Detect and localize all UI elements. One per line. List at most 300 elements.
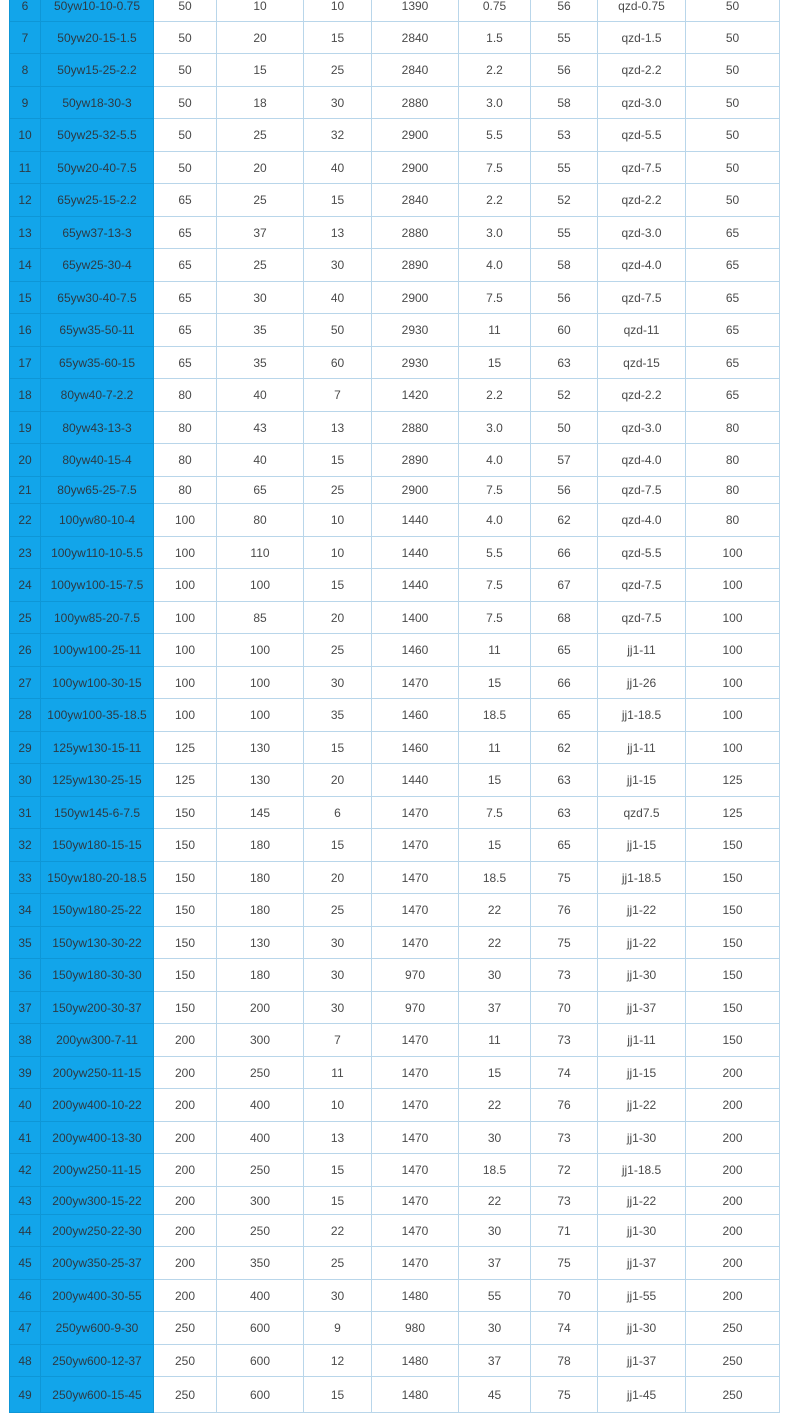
table-row (10, 829, 780, 862)
cell-model: 65yw37-13-3 (41, 217, 154, 249)
cell-speed: 1470 (372, 1024, 459, 1057)
cell-efficiency: 74 (531, 1057, 598, 1089)
table-row (10, 862, 780, 894)
cell-speed: 1390 (372, 0, 459, 22)
cell-efficiency: 73 (531, 1122, 598, 1154)
cell-model: 125yw130-15-11 (41, 732, 154, 764)
cell-outlet: 150 (686, 927, 780, 959)
cell-model: 200yw350-25-37 (41, 1247, 154, 1280)
table-row (10, 1377, 780, 1413)
cell-head: 35 (304, 699, 372, 732)
cell-efficiency: 74 (531, 1312, 598, 1345)
cell-speed: 2900 (372, 152, 459, 184)
cell-outlet: 65 (686, 249, 780, 282)
cell-row-number: 33 (10, 862, 41, 894)
cell-control-box: qzd-7.5 (598, 569, 686, 602)
cell-control-box: qzd-2.2 (598, 54, 686, 87)
cell-row-number: 26 (10, 634, 41, 667)
cell-row-number: 34 (10, 894, 41, 927)
cell-caliber: 50 (154, 87, 217, 119)
cell-speed: 1400 (372, 602, 459, 634)
cell-row-number: 41 (10, 1122, 41, 1154)
cell-efficiency: 65 (531, 699, 598, 732)
cell-row-number: 9 (10, 87, 41, 119)
cell-efficiency: 76 (531, 894, 598, 927)
cell-head: 15 (304, 22, 372, 54)
cell-outlet: 65 (686, 379, 780, 412)
cell-flow: 20 (217, 22, 304, 54)
cell-model: 150yw130-30-22 (41, 927, 154, 959)
cell-speed: 1440 (372, 537, 459, 569)
cell-caliber: 150 (154, 862, 217, 894)
cell-speed: 2930 (372, 314, 459, 347)
cell-speed: 1480 (372, 1280, 459, 1312)
cell-efficiency: 63 (531, 764, 598, 797)
cell-efficiency: 58 (531, 87, 598, 119)
cell-row-number: 45 (10, 1247, 41, 1280)
cell-efficiency: 58 (531, 249, 598, 282)
cell-control-box: qzd-5.5 (598, 119, 686, 152)
cell-flow: 600 (217, 1312, 304, 1345)
cell-flow: 30 (217, 282, 304, 314)
table-row (10, 569, 780, 602)
cell-speed: 1470 (372, 1215, 459, 1247)
cell-control-box: qzd-0.75 (598, 0, 686, 22)
table-row (10, 1345, 780, 1377)
cell-outlet: 80 (686, 504, 780, 537)
cell-model: 150yw180-25-22 (41, 894, 154, 927)
cell-flow: 25 (217, 119, 304, 152)
cell-model: 250yw600-12-37 (41, 1345, 154, 1377)
cell-control-box: jj1-30 (598, 1312, 686, 1345)
cell-caliber: 125 (154, 732, 217, 764)
cell-efficiency: 72 (531, 1154, 598, 1187)
cell-control-box: jj1-18.5 (598, 699, 686, 732)
cell-power: 5.5 (459, 119, 531, 152)
cell-head: 30 (304, 992, 372, 1024)
cell-head: 22 (304, 1215, 372, 1247)
cell-control-box: qzd-2.2 (598, 184, 686, 217)
cell-caliber: 150 (154, 829, 217, 862)
table-row (10, 602, 780, 634)
cell-outlet: 200 (686, 1089, 780, 1122)
cell-model: 150yw145-6-7.5 (41, 797, 154, 829)
table-row (10, 927, 780, 959)
cell-row-number: 15 (10, 282, 41, 314)
cell-outlet: 50 (686, 0, 780, 22)
table-row (10, 152, 780, 184)
cell-outlet: 125 (686, 797, 780, 829)
cell-power: 3.0 (459, 217, 531, 249)
cell-power: 7.5 (459, 569, 531, 602)
table-row (10, 249, 780, 282)
cell-power: 5.5 (459, 537, 531, 569)
cell-caliber: 150 (154, 927, 217, 959)
table-row (10, 537, 780, 569)
cell-efficiency: 52 (531, 379, 598, 412)
cell-flow: 110 (217, 537, 304, 569)
cell-head: 7 (304, 1024, 372, 1057)
cell-flow: 40 (217, 379, 304, 412)
cell-power: 22 (459, 927, 531, 959)
cell-control-box: jj1-37 (598, 992, 686, 1024)
cell-flow: 400 (217, 1122, 304, 1154)
cell-speed: 1470 (372, 667, 459, 699)
cell-row-number: 46 (10, 1280, 41, 1312)
cell-power: 2.2 (459, 379, 531, 412)
cell-power: 4.0 (459, 444, 531, 477)
cell-speed: 1470 (372, 1154, 459, 1187)
cell-flow: 18 (217, 87, 304, 119)
cell-model: 80yw65-25-7.5 (41, 477, 154, 504)
cell-outlet: 50 (686, 119, 780, 152)
table-row (10, 412, 780, 444)
cell-model: 100yw100-15-7.5 (41, 569, 154, 602)
cell-control-box: qzd-4.0 (598, 444, 686, 477)
cell-speed: 2930 (372, 347, 459, 379)
cell-outlet: 200 (686, 1215, 780, 1247)
cell-head: 15 (304, 1187, 372, 1215)
cell-outlet: 200 (686, 1057, 780, 1089)
cell-flow: 300 (217, 1024, 304, 1057)
cell-control-box: jj1-37 (598, 1345, 686, 1377)
cell-outlet: 150 (686, 862, 780, 894)
cell-model: 200yw250-11-15 (41, 1057, 154, 1089)
cell-row-number: 25 (10, 602, 41, 634)
cell-row-number: 40 (10, 1089, 41, 1122)
cell-head: 12 (304, 1345, 372, 1377)
cell-control-box: jj1-26 (598, 667, 686, 699)
cell-flow: 80 (217, 504, 304, 537)
cell-head: 15 (304, 829, 372, 862)
cell-caliber: 200 (154, 1024, 217, 1057)
table-row (10, 894, 780, 927)
cell-row-number: 49 (10, 1377, 41, 1413)
cell-caliber: 200 (154, 1187, 217, 1215)
cell-power: 18.5 (459, 1154, 531, 1187)
cell-outlet: 200 (686, 1154, 780, 1187)
cell-row-number: 36 (10, 959, 41, 992)
cell-model: 125yw130-25-15 (41, 764, 154, 797)
cell-row-number: 19 (10, 412, 41, 444)
cell-efficiency: 60 (531, 314, 598, 347)
cell-caliber: 65 (154, 282, 217, 314)
cell-efficiency: 55 (531, 22, 598, 54)
cell-caliber: 100 (154, 504, 217, 537)
cell-control-box: jj1-22 (598, 1187, 686, 1215)
cell-control-box: qzd-3.0 (598, 412, 686, 444)
cell-power: 4.0 (459, 249, 531, 282)
cell-flow: 250 (217, 1215, 304, 1247)
cell-caliber: 200 (154, 1089, 217, 1122)
cell-flow: 65 (217, 477, 304, 504)
cell-model: 65yw25-15-2.2 (41, 184, 154, 217)
cell-model: 80yw43-13-3 (41, 412, 154, 444)
cell-row-number: 39 (10, 1057, 41, 1089)
cell-head: 50 (304, 314, 372, 347)
cell-head: 30 (304, 1280, 372, 1312)
table-row (10, 444, 780, 477)
cell-outlet: 100 (686, 699, 780, 732)
cell-head: 13 (304, 412, 372, 444)
cell-head: 13 (304, 217, 372, 249)
table-row (10, 504, 780, 537)
cell-speed: 970 (372, 992, 459, 1024)
cell-control-box: qzd-5.5 (598, 537, 686, 569)
cell-speed: 1440 (372, 764, 459, 797)
cell-control-box: jj1-15 (598, 1057, 686, 1089)
cell-model: 50yw10-10-0.75 (41, 0, 154, 22)
cell-model: 100yw100-35-18.5 (41, 699, 154, 732)
cell-speed: 1470 (372, 797, 459, 829)
cell-efficiency: 67 (531, 569, 598, 602)
cell-control-box: qzd-7.5 (598, 477, 686, 504)
cell-control-box: qzd-1.5 (598, 22, 686, 54)
cell-row-number: 12 (10, 184, 41, 217)
cell-caliber: 65 (154, 347, 217, 379)
cell-power: 15 (459, 764, 531, 797)
cell-model: 150yw200-30-37 (41, 992, 154, 1024)
cell-caliber: 125 (154, 764, 217, 797)
cell-power: 11 (459, 634, 531, 667)
cell-flow: 35 (217, 314, 304, 347)
cell-efficiency: 53 (531, 119, 598, 152)
cell-head: 11 (304, 1057, 372, 1089)
cell-flow: 400 (217, 1089, 304, 1122)
cell-caliber: 200 (154, 1122, 217, 1154)
cell-row-number: 10 (10, 119, 41, 152)
cell-outlet: 100 (686, 732, 780, 764)
cell-model: 200yw250-11-15 (41, 1154, 154, 1187)
cell-flow: 85 (217, 602, 304, 634)
cell-speed: 2880 (372, 217, 459, 249)
cell-outlet: 250 (686, 1377, 780, 1413)
cell-control-box: jj1-30 (598, 959, 686, 992)
cell-power: 22 (459, 1187, 531, 1215)
table-row (10, 1024, 780, 1057)
cell-head: 15 (304, 184, 372, 217)
cell-outlet: 80 (686, 444, 780, 477)
cell-caliber: 200 (154, 1057, 217, 1089)
table-row (10, 22, 780, 54)
table-row (10, 87, 780, 119)
cell-power: 15 (459, 667, 531, 699)
cell-model: 150yw180-20-18.5 (41, 862, 154, 894)
cell-outlet: 50 (686, 184, 780, 217)
cell-model: 250yw600-15-45 (41, 1377, 154, 1413)
cell-caliber: 80 (154, 477, 217, 504)
cell-control-box: qzd-7.5 (598, 282, 686, 314)
cell-flow: 130 (217, 764, 304, 797)
table-row (10, 54, 780, 87)
cell-flow: 200 (217, 992, 304, 1024)
cell-power: 30 (459, 1122, 531, 1154)
cell-row-number: 29 (10, 732, 41, 764)
cell-outlet: 65 (686, 347, 780, 379)
table-row (10, 379, 780, 412)
cell-control-box: jj1-11 (598, 732, 686, 764)
cell-speed: 1480 (372, 1345, 459, 1377)
cell-control-box: jj1-18.5 (598, 1154, 686, 1187)
cell-model: 200yw300-15-22 (41, 1187, 154, 1215)
cell-row-number: 32 (10, 829, 41, 862)
cell-control-box: qzd-11 (598, 314, 686, 347)
cell-speed: 2840 (372, 184, 459, 217)
cell-model: 200yw400-13-30 (41, 1122, 154, 1154)
cell-control-box: qzd-4.0 (598, 504, 686, 537)
cell-control-box: jj1-11 (598, 1024, 686, 1057)
pump-spec-table (9, 0, 780, 1413)
cell-caliber: 50 (154, 119, 217, 152)
cell-model: 250yw600-9-30 (41, 1312, 154, 1345)
cell-outlet: 65 (686, 314, 780, 347)
cell-flow: 100 (217, 667, 304, 699)
cell-model: 200yw400-30-55 (41, 1280, 154, 1312)
cell-flow: 20 (217, 152, 304, 184)
cell-speed: 970 (372, 959, 459, 992)
cell-flow: 100 (217, 699, 304, 732)
cell-outlet: 100 (686, 569, 780, 602)
cell-caliber: 100 (154, 667, 217, 699)
cell-model: 65yw30-40-7.5 (41, 282, 154, 314)
cell-head: 25 (304, 1247, 372, 1280)
cell-caliber: 200 (154, 1154, 217, 1187)
cell-outlet: 50 (686, 54, 780, 87)
table-body (10, 0, 780, 1413)
cell-caliber: 100 (154, 569, 217, 602)
cell-head: 30 (304, 249, 372, 282)
cell-caliber: 250 (154, 1345, 217, 1377)
cell-control-box: qzd-3.0 (598, 87, 686, 119)
cell-power: 37 (459, 1247, 531, 1280)
cell-head: 15 (304, 444, 372, 477)
cell-flow: 130 (217, 927, 304, 959)
cell-speed: 980 (372, 1312, 459, 1345)
cell-speed: 2900 (372, 477, 459, 504)
cell-flow: 300 (217, 1187, 304, 1215)
cell-power: 3.0 (459, 87, 531, 119)
cell-efficiency: 75 (531, 1247, 598, 1280)
cell-outlet: 200 (686, 1122, 780, 1154)
cell-row-number: 17 (10, 347, 41, 379)
table-row (10, 1215, 780, 1247)
cell-power: 15 (459, 347, 531, 379)
cell-flow: 10 (217, 0, 304, 22)
cell-control-box: jj1-11 (598, 634, 686, 667)
cell-control-box: jj1-15 (598, 829, 686, 862)
table-row (10, 732, 780, 764)
cell-caliber: 150 (154, 797, 217, 829)
cell-efficiency: 65 (531, 634, 598, 667)
cell-power: 22 (459, 894, 531, 927)
cell-control-box: qzd-2.2 (598, 379, 686, 412)
cell-power: 15 (459, 1057, 531, 1089)
cell-efficiency: 78 (531, 1345, 598, 1377)
cell-speed: 1470 (372, 829, 459, 862)
cell-head: 25 (304, 634, 372, 667)
cell-speed: 1470 (372, 927, 459, 959)
cell-outlet: 65 (686, 282, 780, 314)
cell-efficiency: 56 (531, 282, 598, 314)
cell-speed: 2890 (372, 249, 459, 282)
cell-speed: 2840 (372, 22, 459, 54)
cell-flow: 250 (217, 1057, 304, 1089)
cell-outlet: 250 (686, 1345, 780, 1377)
cell-caliber: 80 (154, 444, 217, 477)
cell-caliber: 50 (154, 152, 217, 184)
cell-outlet: 150 (686, 959, 780, 992)
cell-head: 32 (304, 119, 372, 152)
table-row (10, 1280, 780, 1312)
cell-caliber: 150 (154, 894, 217, 927)
cell-power: 11 (459, 732, 531, 764)
cell-control-box: qzd-4.0 (598, 249, 686, 282)
cell-flow: 600 (217, 1345, 304, 1377)
table-row (10, 1312, 780, 1345)
cell-power: 15 (459, 829, 531, 862)
cell-speed: 1460 (372, 699, 459, 732)
cell-model: 65yw35-60-15 (41, 347, 154, 379)
cell-row-number: 8 (10, 54, 41, 87)
cell-speed: 1470 (372, 1187, 459, 1215)
cell-outlet: 125 (686, 764, 780, 797)
cell-control-box: jj1-37 (598, 1247, 686, 1280)
cell-model: 100yw85-20-7.5 (41, 602, 154, 634)
cell-speed: 1470 (372, 894, 459, 927)
cell-row-number: 11 (10, 152, 41, 184)
cell-power: 7.5 (459, 477, 531, 504)
cell-speed: 1460 (372, 634, 459, 667)
cell-power: 11 (459, 1024, 531, 1057)
cell-control-box: qzd-3.0 (598, 217, 686, 249)
cell-row-number: 27 (10, 667, 41, 699)
cell-model: 80yw40-7-2.2 (41, 379, 154, 412)
cell-speed: 1470 (372, 1057, 459, 1089)
cell-power: 30 (459, 959, 531, 992)
cell-speed: 2900 (372, 282, 459, 314)
cell-caliber: 200 (154, 1215, 217, 1247)
cell-model: 100yw100-30-15 (41, 667, 154, 699)
cell-flow: 43 (217, 412, 304, 444)
cell-outlet: 100 (686, 537, 780, 569)
table-row (10, 1247, 780, 1280)
cell-caliber: 100 (154, 602, 217, 634)
cell-control-box: jj1-55 (598, 1280, 686, 1312)
cell-efficiency: 62 (531, 504, 598, 537)
table-row (10, 282, 780, 314)
cell-efficiency: 76 (531, 1089, 598, 1122)
cell-row-number: 7 (10, 22, 41, 54)
cell-row-number: 28 (10, 699, 41, 732)
cell-outlet: 50 (686, 152, 780, 184)
cell-efficiency: 55 (531, 217, 598, 249)
cell-speed: 2880 (372, 412, 459, 444)
cell-flow: 35 (217, 347, 304, 379)
table-row (10, 634, 780, 667)
cell-head: 30 (304, 667, 372, 699)
cell-caliber: 65 (154, 184, 217, 217)
cell-flow: 100 (217, 569, 304, 602)
cell-efficiency: 55 (531, 152, 598, 184)
cell-speed: 2880 (372, 87, 459, 119)
cell-row-number: 30 (10, 764, 41, 797)
cell-model: 150yw180-15-15 (41, 829, 154, 862)
cell-caliber: 200 (154, 1280, 217, 1312)
cell-row-number: 44 (10, 1215, 41, 1247)
cell-row-number: 24 (10, 569, 41, 602)
cell-head: 13 (304, 1122, 372, 1154)
cell-head: 25 (304, 894, 372, 927)
